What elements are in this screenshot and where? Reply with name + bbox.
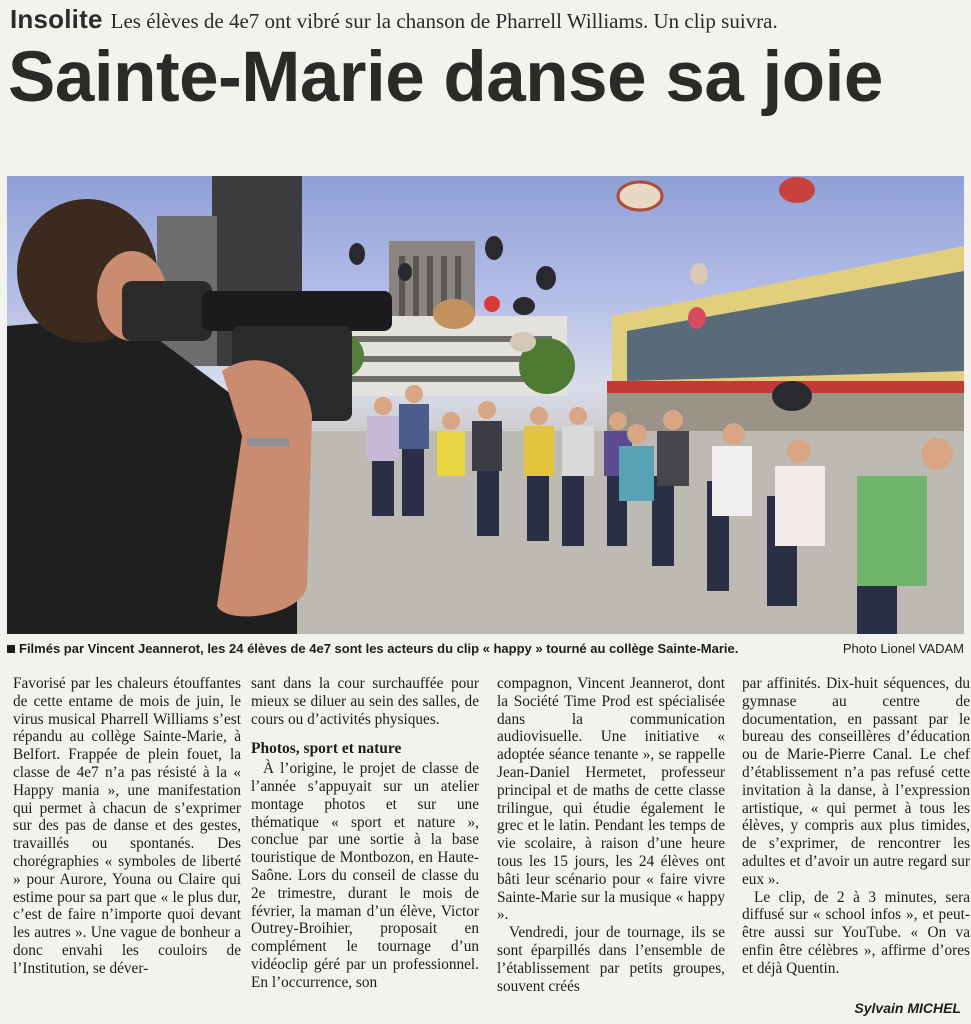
deck: Les élèves de 4e7 ont vibré sur la chanson de Pharrell Williams. Un clip suivra.: [110, 9, 778, 33]
byline: Sylvain MICHEL: [854, 1000, 961, 1016]
text-column-2: [251, 675, 479, 992]
text-column-4: [742, 675, 970, 978]
subheading: Photos, sport et nature: [251, 740, 402, 758]
paragraph: Vendredi, jour de tournage, ils se sont éparpillés dans l’ensemble de l’établissement par petits groupes, souvent créés: [497, 924, 725, 995]
kicker-line: [10, 4, 778, 35]
caption-bullet: [7, 645, 15, 653]
paragraph: compagnon, Vincent Jeannerot, dont la Société Time Prod est spécialisée dans la communication audiovisuelle. Une initiative « adoptée séance tenante », se rappelle Jean-Daniel Hermetet, professeur principal et de maths de cette classe trilingue, qui étudie également le grec et le latin. Pendant les temps de vie scolaire, à raison d’une heure tous les 15 jours, les 24 élèves ont bâti leur scénario pour « faire vivre Sainte-Marie sur la musique « happy ».: [497, 675, 725, 924]
text-column-1: [13, 675, 241, 978]
headline: Sainte-Marie danse sa joie: [8, 38, 883, 117]
photo-illustration: [7, 176, 964, 634]
caption-text: Filmés par Vincent Jeannerot, les 24 élèves de 4e7 sont les acteurs du clip « happy » tourné au collège Sainte-Marie.: [19, 641, 739, 656]
paragraph: Le clip, de 2 à 3 minutes, sera diffusé sur « school infos », et peut-être aussi sur YouTube. « On va enfin être célèbres », affirme d’ores et déjà Quentin.: [742, 888, 970, 977]
section-label: Insolite: [10, 4, 103, 34]
paragraph: Favorisé par les chaleurs étouffantes de cette entame de mois de juin, le virus musical Pharrell Williams s’est répandu au collège Sainte-Marie, à Belfort. Frappée de plein fouet, la classe de 4e7 n’a pas résisté à la « Happy mania », une manifestation qui permet à chacun de s’exprimer sur des pas de danse et des gestes, travaillés ou spontanés. Des chorégraphies « symboles de liberté » pour Aurore, Youna ou Claire qui estime pour sa part que « le plus dur, c’est de faire n’importe quoi devant les autres ». Une vague de bonheur a donc envahi les couloirs de l’Institution, se déver-: [13, 675, 241, 977]
paragraph: sant dans la cour surchauffée pour mieux se diluer au sein des salles, de cours ou d’activités physiques.: [251, 675, 479, 728]
paragraph: par affinités. Dix-huit séquences, du gymnase au centre de documentation, en passant par le bureau des conseillères d’éducation ou de Marie-Pierre Canal. Le chef d’établissement n’a pas refusé cette invitation à la danse, à l’expression artistique, « qui permet à tous les élèves, y compris aux plus timides, de s’exprimer, de rencontrer les adultes et d’avoir un autre regard sur eux ».: [742, 675, 970, 888]
article-photo: [7, 176, 964, 634]
text-column-3: [497, 675, 725, 995]
photo-credit: Photo Lionel VADAM: [842, 641, 964, 656]
photo-caption: [7, 640, 964, 658]
paragraph: À l’origine, le projet de classe de l’année s’appuyait sur un atelier montage photos et sur une thématique « sport et nature », conclue par une sortie à la base touristique de Montbozon, en Haute-Saône. Lors du conseil de classe du 2e trimestre, durant le mois de février, la maman d’un élève, Victor Outrey-Broihier, proposait en complément le tournage d’un vidéoclip géré par un professionnel. En l’occurrence, son: [251, 760, 479, 991]
